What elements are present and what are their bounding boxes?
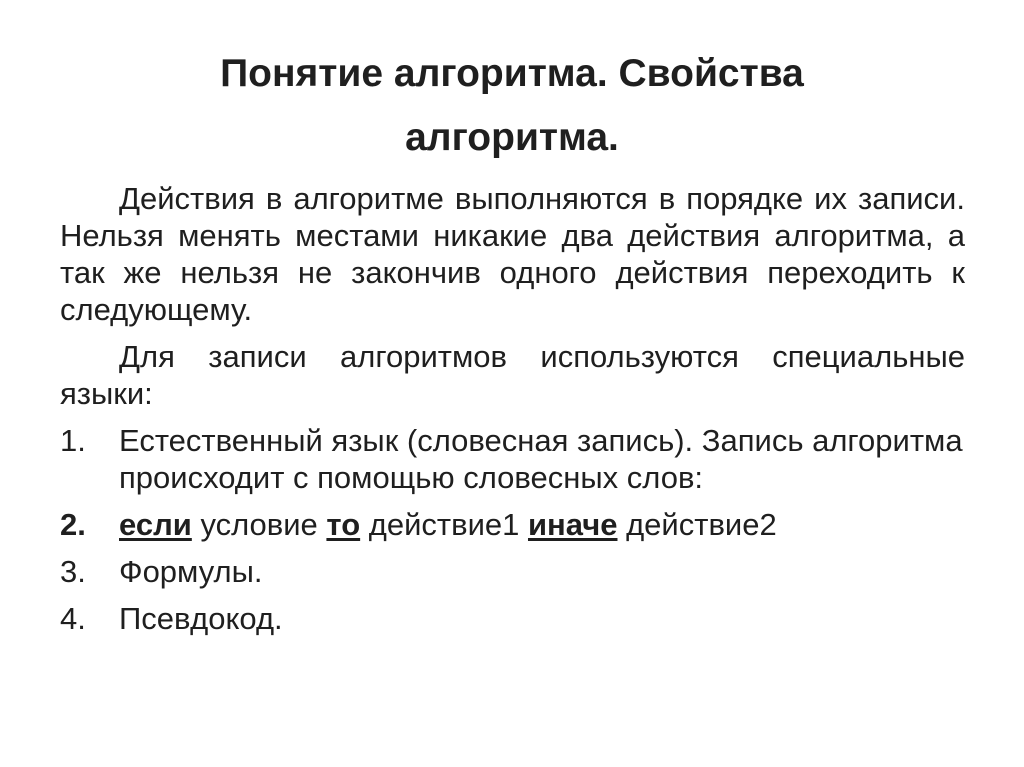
- keyword-if: если: [119, 507, 192, 542]
- list-text: Формулы.: [119, 554, 263, 589]
- list-item: [60, 506, 965, 543]
- list-item: [60, 600, 965, 637]
- list-number: 1.: [60, 423, 86, 458]
- languages-list: [60, 422, 965, 637]
- list-text: Естественный язык (словесная запись). Запись алгоритма происходит с помощью словесных слов:: [119, 423, 963, 495]
- paragraph-actions-order: Действия в алгоритме выполняются в порядке их записи. Нельзя менять местами никакие два действия алгоритма, а так же нельзя не закончив одного действия переходить к следующему.: [60, 181, 965, 327]
- list-number: 2.: [60, 507, 86, 542]
- list-number: 3.: [60, 554, 86, 589]
- keyword-then: то: [326, 507, 361, 542]
- list-text: Псевдокод.: [119, 601, 283, 636]
- paragraph-languages: Для записи алгоритмов используются специальные языки:: [60, 339, 965, 411]
- slide-title: Понятие алгоритма. Свойства алгоритма.: [220, 52, 804, 159]
- list-item: [60, 422, 965, 496]
- keyword-else: иначе: [527, 507, 618, 542]
- text-condition: условие: [191, 507, 327, 542]
- if-then-else-syntax: [119, 506, 965, 543]
- list-number: 4.: [60, 601, 86, 636]
- slide-content: [60, 180, 965, 647]
- text-action2: действие2: [617, 507, 777, 542]
- list-item: [60, 553, 965, 590]
- text-action1: действие1: [360, 507, 528, 542]
